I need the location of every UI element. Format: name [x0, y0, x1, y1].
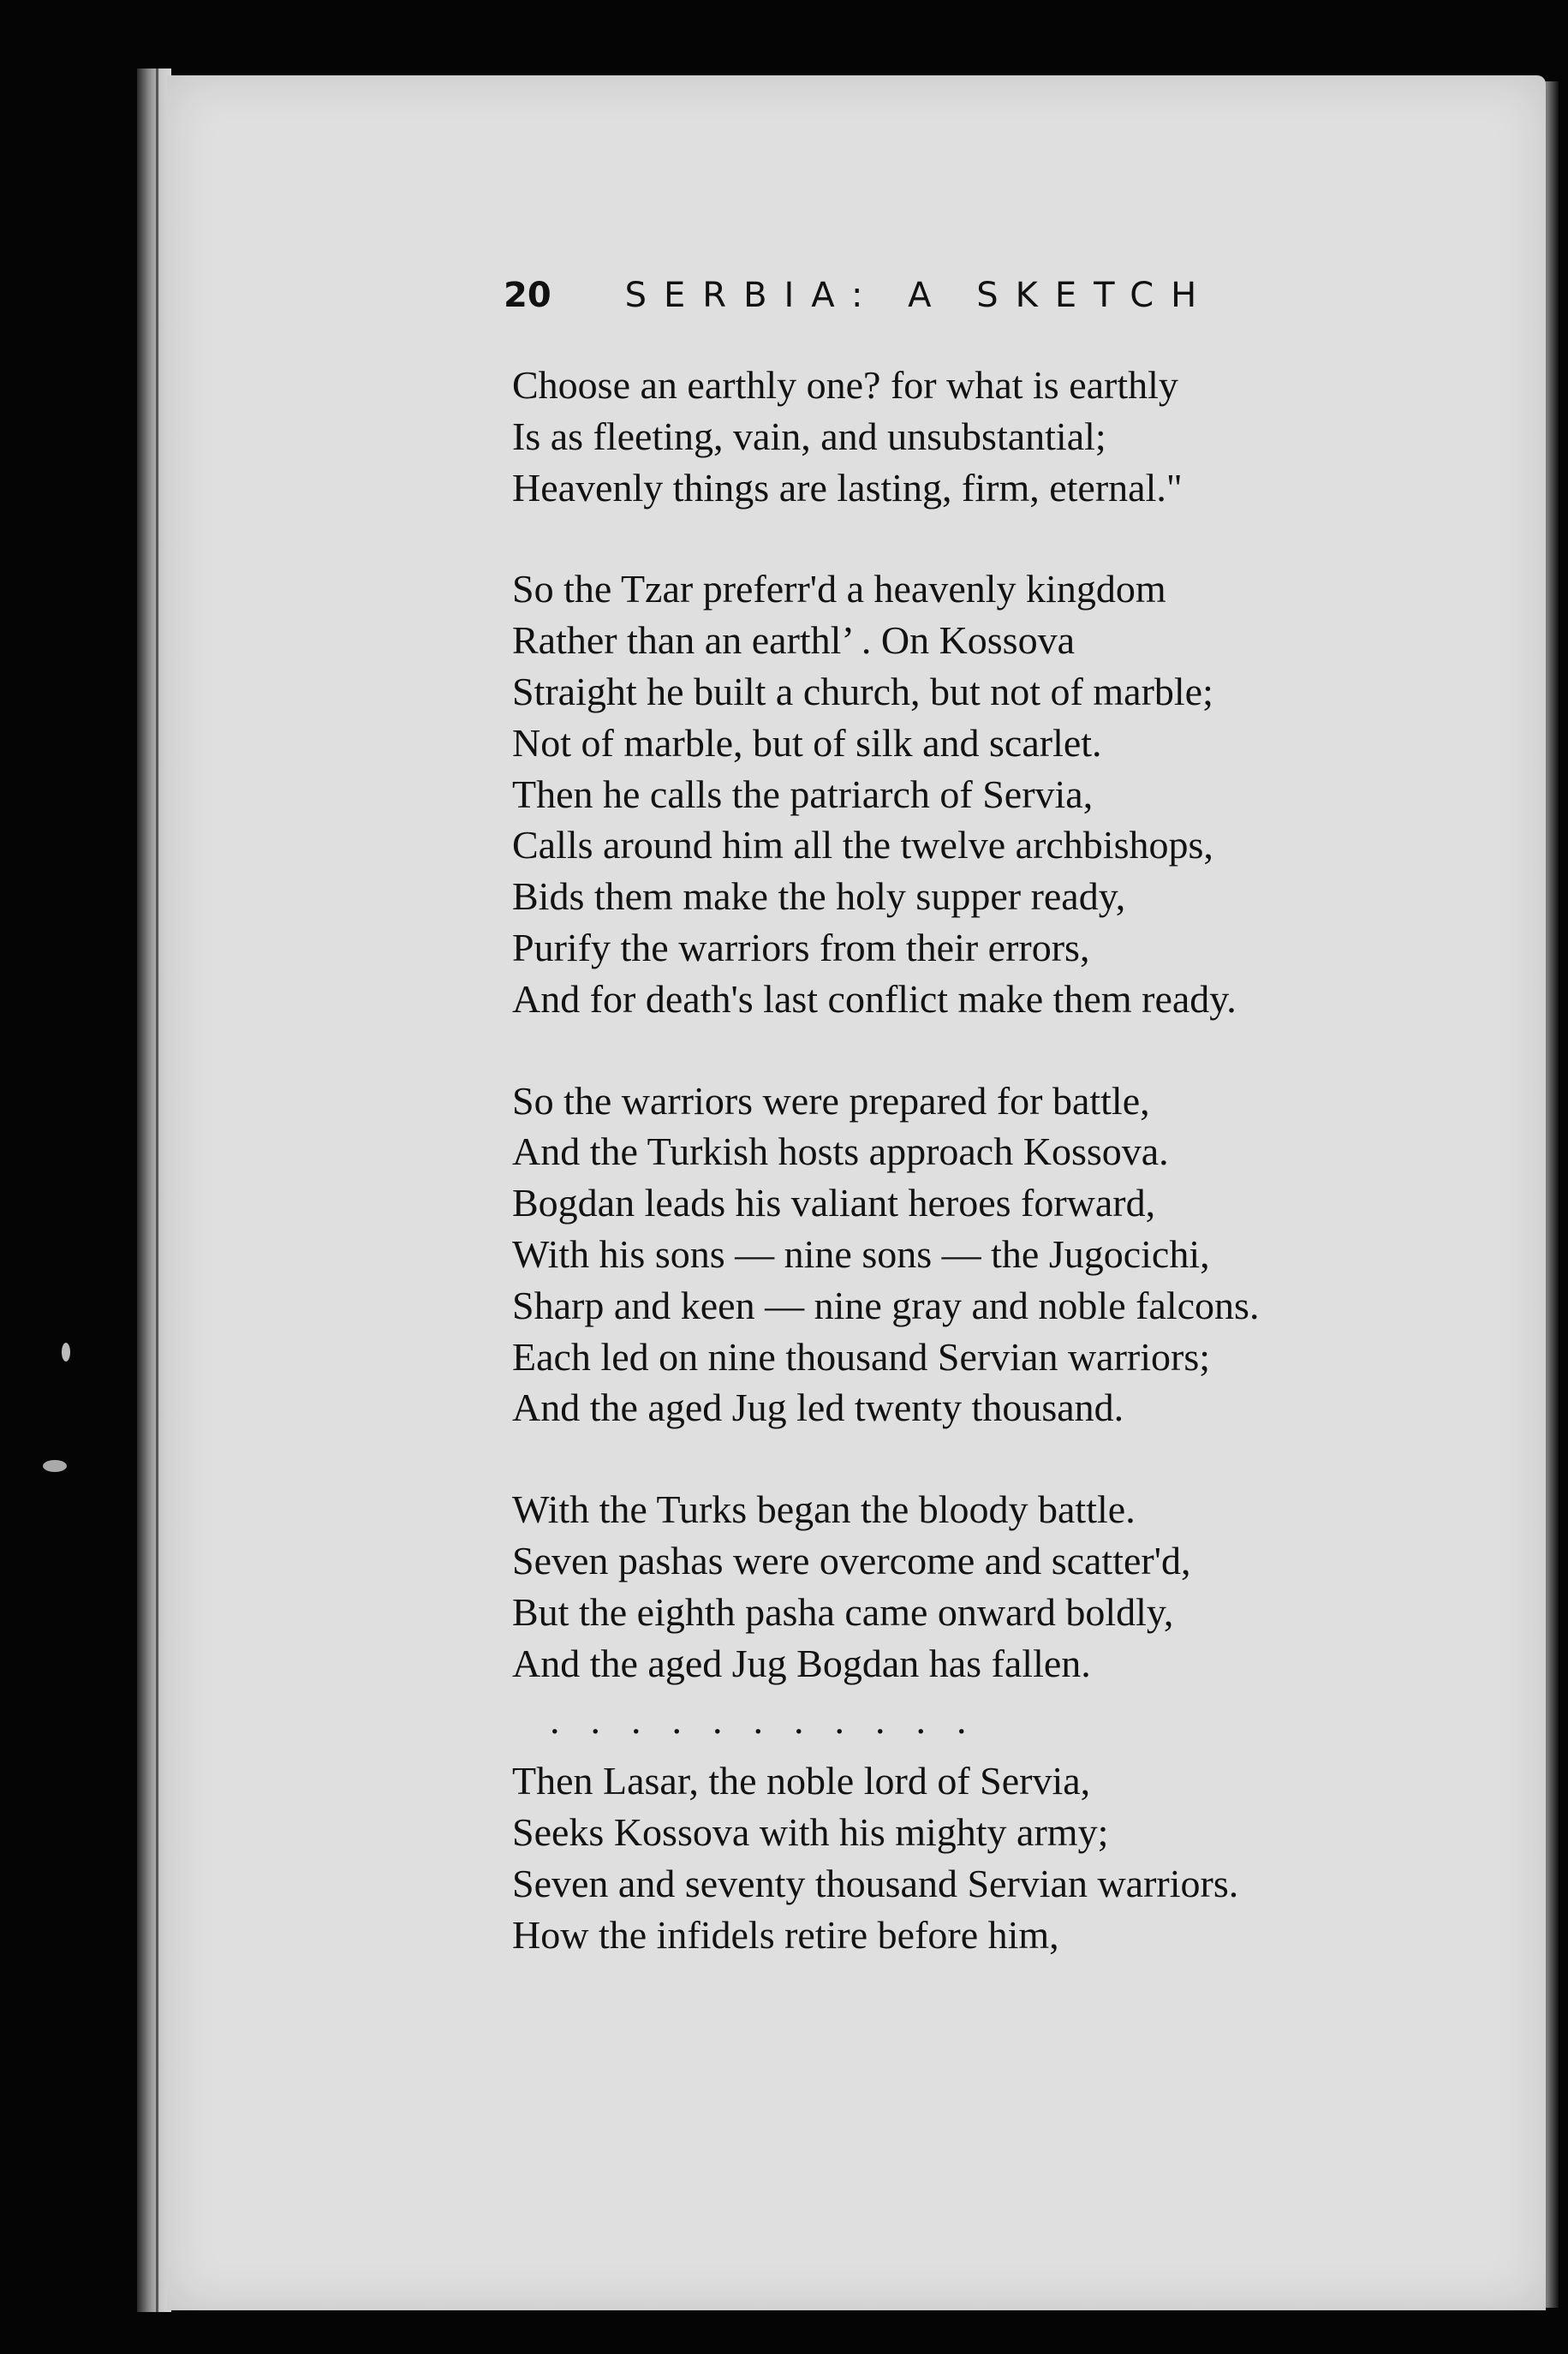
- poem-line: Seeks Kossova with his mighty army;: [512, 1810, 1109, 1855]
- book-binding: [137, 69, 171, 2312]
- poem-line: Then he calls the patriarch of Servia,: [512, 772, 1094, 816]
- poem-line: With his sons — nine sons — the Jugocichi,: [512, 1231, 1210, 1276]
- poem-line: So the Tzar preferr'd a heavenly kingdom: [512, 567, 1166, 611]
- poem-line: Is as fleeting, vain, and unsubstantial;: [512, 414, 1106, 458]
- poem-line: So the warriors were prepared for battle,: [512, 1078, 1150, 1123]
- poem-line: How the infidels retire before him,: [512, 1912, 1059, 1957]
- running-header: [504, 276, 1213, 327]
- poem-line: Calls around him all the twelve archbishops,: [512, 823, 1213, 867]
- poem-line: Rather than an earthl’ . On Kossova: [512, 618, 1076, 663]
- binding-edge-line: [156, 69, 158, 2312]
- stanza: [512, 1484, 1488, 1689]
- poem-line: Not of marble, but of silk and scarlet.: [512, 720, 1102, 765]
- page-number: 20: [504, 276, 551, 315]
- poem-line: With the Turks began the bloody battle.: [512, 1487, 1136, 1532]
- stanza: [512, 360, 1488, 513]
- stanza: [512, 1076, 1488, 1434]
- poem-line: Purify the warriors from their errors,: [512, 925, 1090, 969]
- running-title: SERBIA: A SKETCH: [624, 276, 1214, 315]
- poem-line: And for death's last conflict make them ready.: [512, 976, 1237, 1021]
- poem-line: Sharp and keen — nine gray and noble falcons.: [512, 1283, 1260, 1327]
- stanza: [512, 1755, 1488, 1960]
- poem-line: And the aged Jug Bogdan has fallen.: [512, 1641, 1091, 1685]
- poem-line: Seven pashas were overcome and scatter'd,: [512, 1538, 1191, 1582]
- poem-line: And the Turkish hosts approach Kossova.: [512, 1129, 1169, 1174]
- poem-line: But the eighth pasha came onward boldly,: [512, 1589, 1174, 1634]
- poem-line: Then Lasar, the noble lord of Servia,: [512, 1759, 1091, 1803]
- stanza: [512, 563, 1488, 1024]
- poem-line: Seven and seventy thousand Servian warriors.: [512, 1861, 1239, 1905]
- poem-line: Choose an earthly one? for what is earthly: [512, 363, 1178, 407]
- omission-dots: ...........: [550, 1698, 998, 1743]
- poem-line: Each led on nine thousand Servian warriors;: [512, 1334, 1210, 1379]
- scan-speck: [43, 1460, 67, 1472]
- poem-line: Heavenly things are lasting, firm, eternal.": [512, 465, 1183, 510]
- poem-line: Bogdan leads his valiant heroes forward,: [512, 1181, 1156, 1225]
- scan-speck: [62, 1343, 70, 1362]
- poem-line: Bids them make the holy supper ready,: [512, 874, 1126, 919]
- poem-line: And the aged Jug led twenty thousand.: [512, 1386, 1124, 1430]
- poem-line: Straight he built a church, but not of marble;: [512, 669, 1213, 713]
- poem-text: [512, 360, 1488, 2011]
